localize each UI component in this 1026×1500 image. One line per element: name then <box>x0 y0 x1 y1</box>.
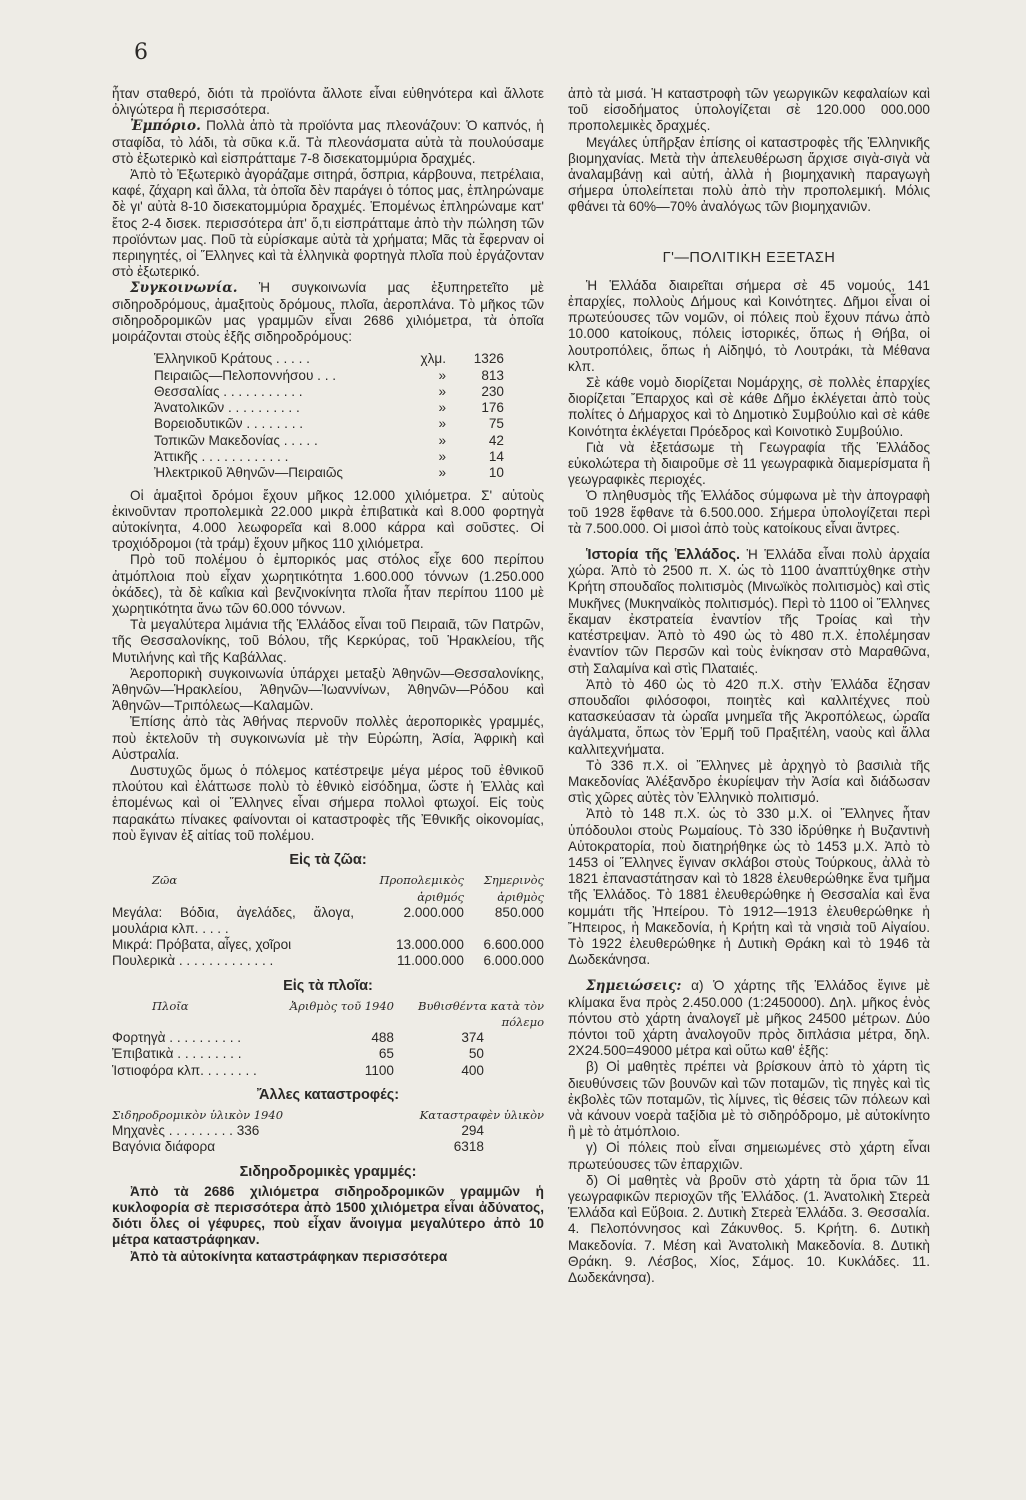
table-row: Μηχανὲς . . . . . . . . . 336 294 <box>112 1123 484 1139</box>
paragraph-notes <box>568 978 930 1059</box>
paragraph: ἀπὸ τὰ μισά. Ἡ καταστροφὴ τῶν γεωργικῶν κεφαλαίων καὶ τοῦ εἰσοδήματος ὑπολογίζεται σὲ 120.000 000.000 προπολεμικὲς δραχμές. <box>568 86 930 134</box>
paragraph: Ἀπὸ τὸ Ἐξωτερικὸ ἀγοράζαμε σιτηρά, ὄσπρια, κάρβουνα, πετρέλαια, καφέ, ζάχαρη καὶ ἄλλα, τὰ ὁποῖα δὲν παράγει ὁ τόπος μας, ἐπληρώναμε δὲ γι' αὐτὰ 8-10 δισεκατομμύρια δραχμές. Ἑπομένως ἐπληρώναμε κατ' ἔτος 2-4 δισεκ. περισσότερα ἀπ' ὅ,τι εἰσπράτταμε ἀπὸ τὴν πώληση τῶν προϊόντων μας. Ποῦ τὰ εὑρίσκαμε αὐτὰ τὰ χρήματα; Μᾶς τὰ ἔφερναν οἱ περιηγητές, οἱ Ἕλληνες καὶ τὰ ἑλληνικὰ φορτηγὰ πλοῖα ποὺ ἐργάζονταν στὸ ἐξωτερικό. <box>112 167 544 280</box>
paragraph-trade <box>112 118 544 167</box>
table-row: Πουλερικὰ . . . . . . . . . . . . . 11.000.000 6.000.000 <box>112 953 544 969</box>
list-item: Πειραιῶς—Πελοποννήσου . . . » 813 <box>154 367 504 383</box>
paragraph: Γιὰ νὰ ἐξετάσωμε τὴ Γεωγραφία τῆς Ἑλλάδος εὐκολώτερα τὴ διαιροῦμε σὲ 11 γεωγραφικὰ διαμερίσματα ἢ γεωγραφικὲς περιοχές. <box>568 439 930 488</box>
paragraph: Οἱ ἁμαξιτοὶ δρόμοι ἔχουν μῆκος 12.000 χιλιόμετρα. Σ' αὐτοὺς ἐκινοῦνταν προπολεμικὰ 22.000 μικρὰ ἐπιβατικὰ καὶ 8.000 φορτηγὰ αὐτοκίνητα, 4.000 λεωφορεῖα καὶ 8.000 κάρρα καὶ σοῦστες. Οἱ τροχιόδρομοι (τὰ τράμ) ἔχουν μῆκος 110 χιλιόμετρα. <box>112 487 544 552</box>
list-item: Βορειοδυτικῶν . . . . . . . . » 75 <box>154 416 504 432</box>
history-text: Ἡ Ἑλλάδα εἶναι πολὺ ἀρχαία χώρα. Ἀπὸ τὸ 2500 π. Χ. ὡς τὸ 1100 ἀναπτύχθηκε στὴν Κρήτη σπουδαῖος πολιτισμὸς (Μινωϊκὸς πολιτισμὸς) καὶ στὶς Μυκῆνες (Μυκηναϊκὸς πολιτισμός). Περὶ τὸ 1100 οἱ Ἕλληνες ἔκαμαν ἐκστρατεία ἐναντίον τῆς Τροίας καὶ τὴν κατέστρεψαν. Ἀπὸ τὸ 490 ὡς τὸ 480 π.Χ. ἐπολέμησαν ἐναντίον τῶν Περσῶν καὶ τοὺς ἐνίκησαν στὸ Μαραθῶνα, στὴ Σαλαμίνα καὶ στὶς Πλαταιές. <box>568 547 930 676</box>
paragraph: Ἀεροπορικὴ συγκοινωνία ὑπάρχει μεταξὺ Ἀθηνῶν—Θεσσαλονίκης, Ἀθηνῶν—Ἡρακλείου, Ἀθηνῶν—Ἰωαννίνων, Ἀθηνῶν—Ρόδου καὶ Ἀθηνῶν—Τριπόλεως—Καλαμῶν. <box>112 665 544 714</box>
list-item: Τοπικῶν Μακεδονίας . . . . . » 42 <box>154 432 504 448</box>
animals-title: Εἰς τὰ ζῶα: <box>289 852 367 869</box>
note-d: δ) Οἱ μαθητὲς νὰ βροῦν στὸ χάρτη τὰ ὅρια τῶν 11 γεωγραφικῶν περιοχῶν τῆς Ἑλλάδος. (1. Ἀνατολικὴ Στερεὰ Ἑλλάδα καὶ Εὔβοια. 2. Δυτικὴ Στερεὰ Ἑλλάδα. 3. Θεσσαλία. 4. Πελοπόννησος καὶ Ζάκυνθος. 5. Κρήτη. 6. Δυτικὴ Μακεδονία. 7. Μέση καὶ Ἀνατολικὴ Μακεδονία. 8. Δυτικὴ Θράκη. 9. Λέσβος, Χίος, Σάμος. 10. Κυκλάδες. 11. Δωδεκάνησα). <box>568 1172 930 1286</box>
table-row: Μικρά: Πρόβατα, αἶγες, χοῖροι 13.000.000 6.600.000 <box>112 937 544 953</box>
trade-text: Πολλὰ ἀπὸ τὰ προϊόντα μας πλεονάζουν: Ὁ καπνός, ἡ σταφίδα, τὸ λάδι, τὰ σῦκα κ.ἄ. Τὰ πλεονάσματα αὐτὰ τὰ πουλούσαμε στὸ ἐξωτερικὸ καὶ εἰσπράτταμε 7-8 δισεκατομμύρια δραχμές. <box>112 118 544 166</box>
other-damage-table <box>112 1107 544 1156</box>
other-damage-title: Ἄλλες καταστροφές: <box>256 1086 400 1103</box>
list-item: Ἀνατολικῶν . . . . . . . . . . » 176 <box>154 400 504 416</box>
railway-list <box>154 351 504 481</box>
table-row: Ἐπιβατικὰ . . . . . . . . . 65 50 <box>112 1046 484 1062</box>
table-row: Βαγόνια διάφορα 6318 <box>112 1139 484 1155</box>
paragraph: Ἀπὸ τὰ 2686 χιλιόμετρα σιδηροδρομικῶν γραμμῶν ἡ κυκλοφορία σὲ περισσότερα ἀπὸ 1500 χιλιόμετρα εἶναι ἀδύνατος, διότι ὅλες οἱ γέφυρες, ποὺ εἶχαν ἄνοιγμα μεγαλύτερο ἀπὸ 10 μέτρα καταστράφηκαν. <box>112 1183 544 1248</box>
list-item: Ἠλεκτρικοῦ Ἀθηνῶν—Πειραιῶς » 10 <box>154 465 504 481</box>
left-column <box>112 86 544 1265</box>
page-number: 6 <box>134 40 148 65</box>
paragraph: Σὲ κάθε νομὸ διορίζεται Νομάρχης, σὲ πολλὲς ἐπαρχίες διορίζεται Ἔπαρχος καὶ σὲ κάθε Δῆμο ἐκλέγεται ἀπὸ τοὺς πολίτες ὁ Δήμαρχος καὶ τὸ Δημοτικὸ Συμβούλιο καὶ σὲ κάθε Κοινότητα ἐκλέγεται Πρόεδρος καὶ Κοινοτικὸ Συμβούλιο. <box>568 375 930 439</box>
table-header: Ζῶα Προπολεμικὸς ἀριθμός Σημερινὸς ἀριθμὸς <box>152 873 544 904</box>
paragraph-history <box>568 547 930 677</box>
list-item: Θεσσαλίας . . . . . . . . . . . » 230 <box>154 383 504 399</box>
paragraph: Ἀπὸ τὰ αὐτοκίνητα καταστράφηκαν περισσότερα <box>130 1248 448 1264</box>
animals-table <box>112 872 544 969</box>
note-c: γ) Οἱ πόλεις ποὺ εἶναι σημειωμένες στὸ χάρτη εἶναι πρωτεύουσες τῶν ἐπαρχιῶν. <box>568 1140 930 1172</box>
paragraph: Ἀπὸ τὸ 460 ὡς τὸ 420 π.Χ. στὴν Ἑλλάδα ἔζησαν σπουδαῖοι φιλόσοφοι, ποιητὲς καὶ καλλιτέχνες ποὺ κατασκεύασαν τὰ ὡραῖα μνημεῖα τῆς Ἀκροπόλεως, ὡραῖα ἀγάλματα, ὅπως τὸν Ἑρμῆ τοῦ Πραξιτέλη, ναοὺς καὶ ἄλλα καλλιτεχνήματα. <box>568 676 930 757</box>
rail-lines-title: Σιδηροδρομικὲς γραμμές: <box>239 1163 417 1180</box>
list-item: Ἑλληνικοῦ Κράτους . . . . . χλμ. 1326 <box>154 351 504 367</box>
right-column <box>568 86 930 1286</box>
table-row: Φορτηγὰ . . . . . . . . . . 488 374 <box>112 1030 484 1046</box>
notes-heading: Σημειώσεις: <box>586 978 682 995</box>
paragraph: Ἀπὸ τὸ 148 π.Χ. ὡς τὸ 330 μ.Χ. οἱ Ἕλληνες ἦταν ὑπόδουλοι στοὺς Ρωμαίους. Τὸ 330 ἱδρύθηκε ἡ Βυζαντινὴ Αὐτοκρατορία, ποὺ διατηρήθηκε ὡς τὸ 1453 μ.Χ. Ἀπὸ τὸ 1453 οἱ Ἕλληνες ἔγιναν σκλάβοι στοὺς Τούρκους, ἀλλὰ τὸ 1821 ἐπαναστάτησαν καὶ τὸ 1828 ἐλευθερώθηκε ἕνα τμῆμα τῆς Ἑλλάδος. Τὸ 1881 ἐλευθερώθηκε ἡ Θεσσαλία καὶ ἕνα κομμάτι τῆς Ἠπείρου. Τὸ 1912—1913 ἐλευθερώθηκε ἡ Ἤπειρος, ἡ Μακεδονία, ἡ Κρήτη καὶ τὰ νησιὰ τοῦ Αἰγαίου. Τὸ 1922 ἐλευθερώθηκε ἡ Δυτικὴ Θράκη καὶ τὸ 1946 τὰ Δωδεκάνησα. <box>568 806 930 968</box>
table-row: Ἱστιοφόρα κλπ. . . . . . . . 1100 400 <box>112 1062 484 1078</box>
paragraph: Μεγάλες ὑπῆρξαν ἐπίσης οἱ καταστροφὲς τῆς Ἑλληνικῆς βιομηχανίας. Μετὰ τὴν ἀπελευθέρωση ἄρχισε σιγὰ-σιγὰ νὰ ἀναλαμβάνῃ καὶ αὐτή, ἀλλὰ ἡ βιομηχανικὴ παραγωγὴ σήμερα ὑπολείπεται πολὺ ἀπὸ τὴν προπολεμική. Μόλις φθάνει τὰ 60%—70% ἀναλόγως τῶν βιομηχανιῶν. <box>568 134 930 215</box>
paragraph: Ἐπίσης ἀπὸ τὰς Ἀθήνας περνοῦν πολλὲς ἀεροπορικὲς γραμμές, ποὺ ἐκτελοῦν τὴ συγκοινωνία μὲ τὴν Εὐρώπη, Ἀσία, Ἀφρικὴ καὶ Αὐστραλία. <box>112 714 544 762</box>
paragraph: Τὸ 336 π.Χ. οἱ Ἕλληνες μὲ ἀρχηγὸ τὸ βασιλιὰ τῆς Μακεδονίας Ἀλέξανδρο ἐκυρίεψαν τὴν Ἀσία καὶ διάδωσαν στὶς χῶρες αὐτὲς τὸν Ἑλληνικὸ πολιτισμό. <box>568 757 930 806</box>
paragraph: Ἡ Ἑλλάδα διαιρεῖται σήμερα σὲ 45 νομούς, 141 ἐπαρχίες, πολλοὺς Δήμους καὶ Κοινότητες. Δῆμοι εἶναι οἱ πρωτεύουσες τῶν νομῶν, οἱ πόλεις ποὺ ἔχουν πάνω ἀπὸ 10.000 κατοίκους, πόλεις ἱστορικές, ὅπως ἡ Θήβα, οἱ λουτροπόλεις, ὅπως ἡ Αἰδηψό, τὸ Λουτράκι, τὰ Μέθανα κλπ. <box>568 277 930 374</box>
ships-table <box>112 998 544 1079</box>
ships-title: Εἰς τὰ πλοῖα: <box>283 977 373 994</box>
paragraph: Τὰ μεγαλύτερα λιμάνια τῆς Ἑλλάδος εἶναι τοῦ Πειραιᾶ, τῶν Πατρῶν, τῆς Θεσσαλονίκης, τοῦ Βόλου, τῆς Κερκύρας, τοῦ Ἡρακλείου, τῆς Μυτιλήνης καὶ τῆς Καβάλλας. <box>112 617 544 665</box>
paragraph: Δυστυχῶς ὅμως ὁ πόλεμος κατέστρεψε μέγα μέρος τοῦ ἐθνικοῦ πλούτου καὶ ἐλάττωσε πολὺ τὸ ἐθνικὸ εἰσόδημα, ὥστε ἡ Ἑλλὰς καὶ ἑπομένως καὶ οἱ Ἕλληνες εἶναι σήμερα πολλοὶ φτωχοί. Εἰς τοὺς παρακάτω πίνακες φαίνονται οἱ καταστροφὲς τῆς Ἐθνικῆς οἰκονομίας, ποὺ ἔγιναν ἐξ αἰτίας τοῦ πολέμου. <box>112 763 544 843</box>
table-row: Μεγάλα: Βόδια, ἀγελάδες, ἄλογα, μουλάρια κλπ. . . . . 2.000.000 850.000 <box>112 904 544 936</box>
note-a: α) Ὁ χάρτης τῆς Ἑλλάδος ἔγινε μὲ κλίμακα ἕνα πρὸς 2.450.000 (1:2450000). Δηλ. μῆκος ἑνὸς πόντου στὸ χάρτη ἀναλογεῖ μὲ μῆκος 24500 μέτρων. Δύο πόντοι τοῦ χάρτη ἀναλογοῦν πρὸς διπλάσια μέτρα, δηλ. 2X24.500=49000 μέτρα καὶ οὕτω καθ' ἑξῆς: <box>568 978 930 1059</box>
paragraph-transport <box>112 280 544 345</box>
trade-heading: Ἐμπόριο. <box>130 118 201 135</box>
history-heading: Ἱστορία τῆς Ἑλλάδος. <box>586 547 741 564</box>
paragraph: Ὁ πληθυσμὸς τῆς Ἑλλάδος σύμφωνα μὲ τὴν ἀπογραφὴ τοῦ 1928 ἔφθανε τὰ 6.500.000. Σήμερα ὑπολογίζεται περὶ τὰ 7.500.000. Οἱ μισοὶ ἀπὸ τοὺς κατοίκους εἶναι ἄντρες. <box>568 488 930 536</box>
paragraph: Πρὸ τοῦ πολέμου ὁ ἐμπορικός μας στόλος εἶχε 600 περίπου ἀτμόπλοια ποὺ εἶχαν χωρητικότητα 1.600.000 τόννων (1.250.000 ὀκάδες), τὰ δὲ καΐκια καὶ βενζινοκίνητα πλοῖα ἦταν περίπου 1100 μὲ χωρητικότητα ἄνω τῶν 60.000 τόννων. <box>112 552 544 617</box>
transport-text: Ἡ συγκοινωνία μας ἐξυπηρετεῖτο μὲ σιδηροδρόμους, ἁμαξιτοὺς δρόμους, πλοῖα, ἀεροπλάνα. Τὸ μῆκος τῶν σιδηροδρομικῶν μας γραμμῶν εἶναι 2686 χιλιόμετρα, τὰ ὁποῖα μοιράζονται στοὺς ἑξῆς σιδηροδρόμους: <box>112 280 544 345</box>
table-header: Σιδηροδρομικὸν ὑλικὸν 1940 Καταστραφὲν ὑλικὸν <box>112 1107 544 1122</box>
transport-heading: Συγκοινωνία. <box>130 280 238 297</box>
section-title: Γ'—ΠΟΛΙΤΙΚΗ ΕΞΕΤΑΣΗ <box>662 249 836 266</box>
paragraph: ἦταν σταθερό, διότι τὰ προϊόντα ἄλλοτε εἶναι εὐθηνότερα καὶ ἄλλοτε ὀλιγώτερα ἢ περισσότερα. <box>112 86 544 118</box>
table-header: Πλοῖα Ἀριθμὸς τοῦ 1940 Βυθισθέντα κατὰ τὸν πόλεμο <box>152 998 544 1029</box>
note-b: β) Οἱ μαθητὲς πρέπει νὰ βρίσκουν ἀπὸ τὸ χάρτη τὶς διευθύνσεις τῶν βουνῶν καὶ τῶν ποταμῶν, τὶς πηγὲς καὶ τὶς ἐκβολὲς τῶν ποταμῶν, τὶς λίμνες, τὶς θέσεις τῶν πόλεων καὶ νὰ κάνουν νοερὰ ταξίδια μὲ τὸ σιδηρόδρομο, μὲ αὐτοκίνητο ἢ μὲ τὸ ἀτμόπλοιο. <box>568 1059 930 1140</box>
list-item: Ἀττικῆς . . . . . . . . . . . . » 14 <box>154 449 504 465</box>
